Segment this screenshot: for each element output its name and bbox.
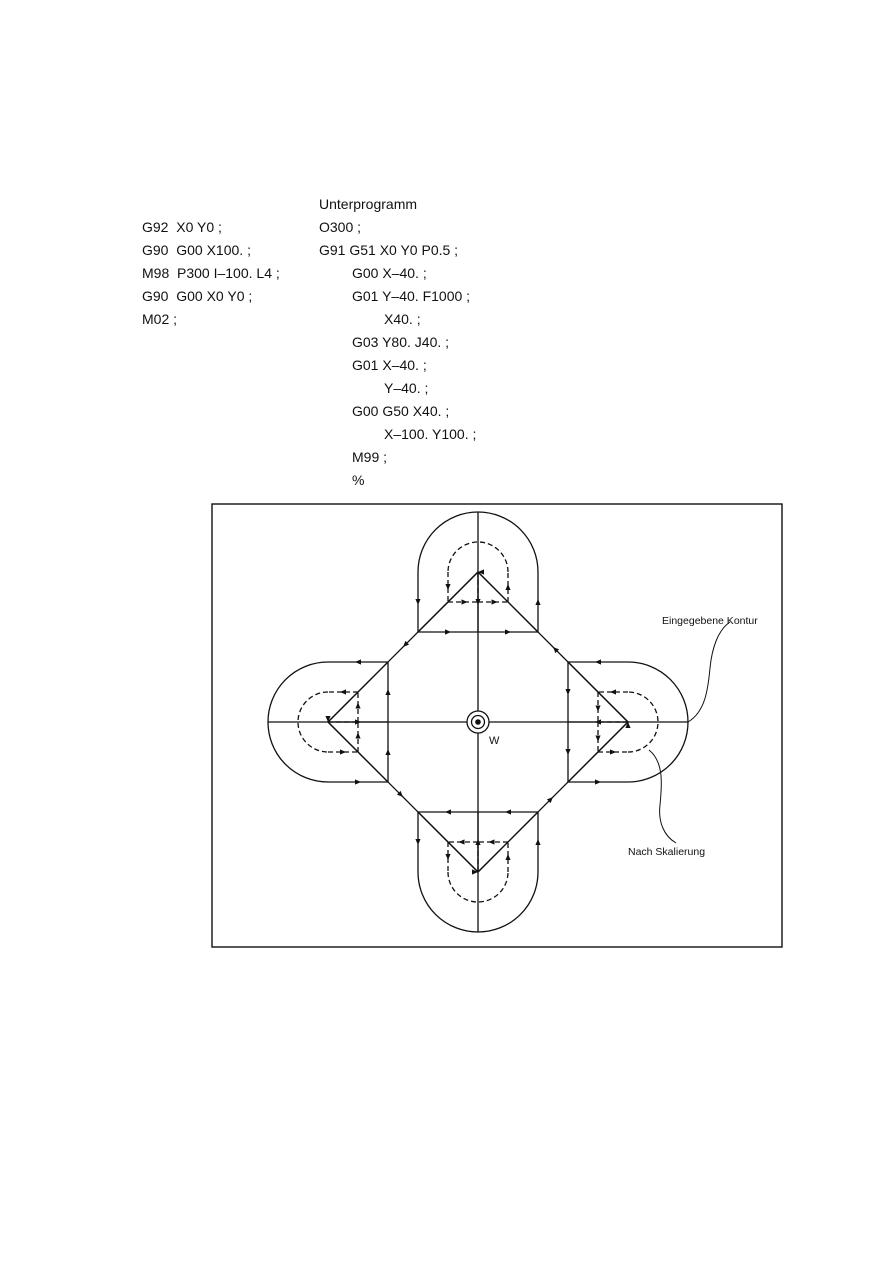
subprogram-heading: Unterprogramm xyxy=(319,196,418,212)
path-arrow xyxy=(472,869,478,874)
path-arrow xyxy=(505,584,510,590)
leader-input-contour xyxy=(688,622,730,722)
path-arrow xyxy=(535,599,540,605)
path-arrow xyxy=(505,809,511,814)
path-arrow xyxy=(565,749,570,755)
main-program-line: G90 G00 X100. ; xyxy=(142,242,251,258)
subprogram-line: G01 Y–40. F1000 ; xyxy=(352,288,471,304)
leader-after-scaling xyxy=(649,750,676,843)
workpiece-zero-symbol xyxy=(467,711,489,733)
subprogram-line: % xyxy=(352,472,365,488)
main-program-line: G90 G00 X0 Y0 ; xyxy=(142,288,253,304)
path-arrow xyxy=(565,689,570,695)
subprogram-line: O300 ; xyxy=(319,219,362,235)
path-arrow xyxy=(445,584,450,590)
path-arrow xyxy=(595,706,600,712)
path-arrow xyxy=(459,839,465,844)
main-program-line: M02 ; xyxy=(142,311,178,327)
subprogram-line: Y–40. ; xyxy=(384,380,429,396)
workpiece-zero-label: W xyxy=(489,735,500,747)
subprogram-line: G00 X–40. ; xyxy=(352,265,427,281)
path-arrow xyxy=(478,569,484,574)
path-arrow xyxy=(325,716,330,722)
path-arrow xyxy=(340,749,346,754)
path-arrow xyxy=(355,659,361,664)
path-arrow xyxy=(445,854,450,860)
path-arrow xyxy=(595,779,601,784)
path-arrow xyxy=(340,689,346,694)
subprogram-line: G91 G51 X0 Y0 P0.5 ; xyxy=(319,242,459,258)
path-arrow xyxy=(595,659,601,664)
path-arrow xyxy=(445,629,451,634)
label-input-contour: Eingegebene Kontur xyxy=(662,615,758,627)
path-arrow xyxy=(415,599,420,605)
path-arrow xyxy=(355,779,361,784)
path-arrow xyxy=(355,733,360,739)
path-arrow xyxy=(445,809,451,814)
subprogram-line: X40. ; xyxy=(384,311,421,327)
path-arrow xyxy=(595,736,600,742)
subprogram-line: X–100. Y100. ; xyxy=(384,426,477,442)
path-arrow xyxy=(492,599,498,604)
path-arrow xyxy=(610,689,616,694)
main-program-line: G92 X0 Y0 ; xyxy=(142,219,222,235)
path-arrow xyxy=(610,749,616,754)
path-arrow xyxy=(385,689,390,695)
subprogram-line: G03 Y80. J40. ; xyxy=(352,334,450,350)
path-arrow xyxy=(385,749,390,755)
diagram-frame xyxy=(212,504,782,947)
path-arrow xyxy=(505,854,510,860)
path-arrow xyxy=(535,839,540,845)
subprogram-line: G00 G50 X40. ; xyxy=(352,403,450,419)
subprogram-line: M99 ; xyxy=(352,449,388,465)
path-arrow xyxy=(355,703,360,709)
path-arrow xyxy=(489,839,495,844)
label-after-scaling: Nach Skalierung xyxy=(628,846,706,858)
main-program-line: M98 P300 I–100. L4 ; xyxy=(142,265,280,281)
subprogram-line: G01 X–40. ; xyxy=(352,357,427,373)
path-arrow xyxy=(415,839,420,845)
path-arrow xyxy=(462,599,468,604)
path-arrow xyxy=(505,629,511,634)
